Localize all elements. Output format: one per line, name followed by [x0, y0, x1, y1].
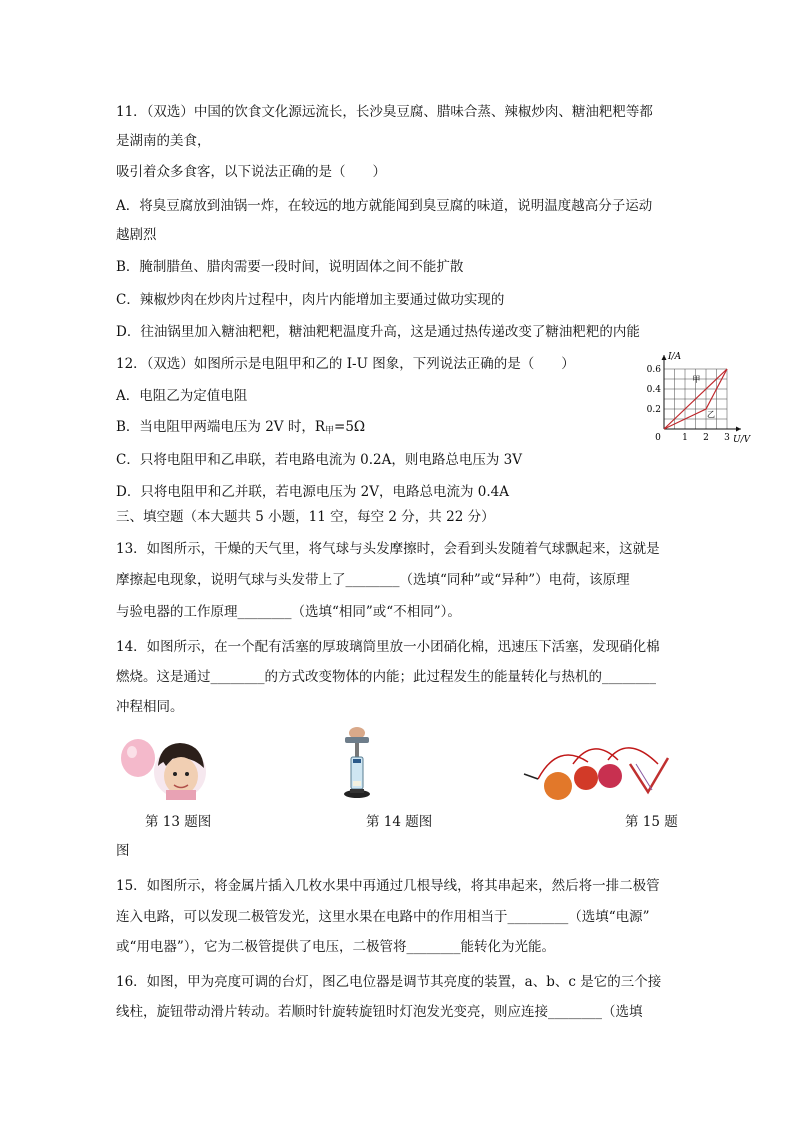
q13-line1: 13．如图所示，干燥的天气里，将气球与头发摩擦时，会看到头发随着气球飘起来，这就是: [116, 541, 660, 557]
x-axis-label: U/V: [733, 435, 751, 445]
q12-option-a: A．电阻乙为定值电阻: [116, 388, 248, 404]
q13-line2: 摩擦起电现象，说明气球与头发带上了________（选填“同种”或“异种”）电荷，该原理: [116, 572, 630, 588]
q15-line1: 15．如图所示，将金属片插入几枚水果中再通过几根导线，将其串起来，然后将一排二极管: [116, 878, 660, 894]
x-tick-label: 2: [703, 433, 709, 443]
iu-graph: [640, 350, 760, 445]
q11-option-b: B．腌制腊鱼、腊肉需要一段时间，说明固体之间不能扩散: [116, 259, 464, 275]
x-axis-arrow: [736, 427, 741, 432]
q11-option-a-line2: 越剧烈: [116, 227, 157, 243]
q12-option-c: C．只将电阻甲和乙串联，若电路电流为 0.2A，则电路总电压为 3V: [116, 452, 522, 468]
q11-option-d: D．往油锅里加入糖油粑粑，糖油粑粑温度升高，这是通过热传递改变了糖油粑粑的内能: [116, 324, 640, 340]
y-tick-label: 0.6: [646, 365, 661, 375]
q12-option-d: D．只将电阻甲和乙并联，若电源电压为 2V，电路总电流为 0.4A: [116, 484, 509, 500]
q14-line2: 燃烧。这是通过________的方式改变物体的内能；此过程发生的能量转化与热机的________: [116, 669, 656, 685]
y-axis-arrow: [662, 355, 667, 360]
y-axis-label: I/A: [668, 352, 682, 362]
q11-line1: 11．（双选）中国的饮食文化源远流长，长沙臭豆腐、腊味合蒸、辣椒炒肉、糖油粑粑等都: [116, 104, 653, 120]
series-label-jia: 甲: [692, 375, 701, 384]
caption-figure-15-wrap: 图: [116, 843, 130, 859]
fruit-battery-image: [518, 734, 688, 802]
q15-line2: 连入电路，可以发现二极管发光，这里水果在电路中的作用相当于_________（选填“电源”: [116, 909, 650, 925]
q14-line1: 14．如图所示，在一个配有活塞的厚玻璃筒里放一小团硝化棉，迅速压下活塞，发现硝化棉: [116, 639, 660, 655]
q16-line2: 线柱，旋钮带动滑片转动。若顺时针旋转旋钮时灯泡发光变亮，则应连接________（选填: [116, 1004, 643, 1020]
piston-cylinder-image: [340, 727, 380, 802]
y-tick-label: 0.2: [646, 405, 661, 415]
section-3-heading: 三、填空题（本大题共 5 小题，11 空，每空 2 分，共 22 分）: [116, 509, 495, 525]
balloon-girl-image: [114, 732, 214, 802]
q11-option-a-line1: A．将臭豆腐放到油锅一炸，在较远的地方就能闻到臭豆腐的味道，说明温度越高分子运动: [116, 198, 653, 214]
q15-line3: 或“用电器”），它为二极管提供了电压，二极管将________能转化为光能。: [116, 939, 556, 955]
caption-figure-15: 第 15 题: [625, 814, 678, 830]
q13-line3: 与验电器的工作原理________（选填“相同”或“不相同”）。: [116, 604, 461, 620]
q12-stem: 12．（双选）如图所示是电阻甲和乙的 I-U 图象，下列说法正确的是（ ）: [116, 356, 575, 372]
q11-option-c: C．辣椒炒肉在炒肉片过程中，肉片内能增加主要通过做功实现的: [116, 292, 505, 308]
q11-line2: 是湖南的美食，: [116, 133, 211, 149]
x-tick-label: 1: [682, 433, 688, 443]
caption-figure-13: 第 13 题图: [145, 814, 212, 830]
q11-line3: 吸引着众多食客，以下说法正确的是（ ）: [116, 164, 386, 180]
q16-line1: 16．如图，甲为亮度可调的台灯，图乙电位器是调节其亮度的装置，a、b、c 是它的三个接: [116, 974, 662, 990]
q14-line3: 冲程相同。: [116, 699, 184, 715]
y-tick-label: 0.4: [646, 385, 661, 395]
q12-option-b: B．当电阻甲两端电压为 2V 时，$R_甲=5\Omega$: [116, 419, 366, 436]
series-label-yi: 乙: [707, 410, 716, 419]
x-tick-label: 3: [724, 433, 730, 443]
x-tick-label: 0: [655, 433, 661, 443]
caption-figure-14: 第 14 题图: [366, 814, 433, 830]
